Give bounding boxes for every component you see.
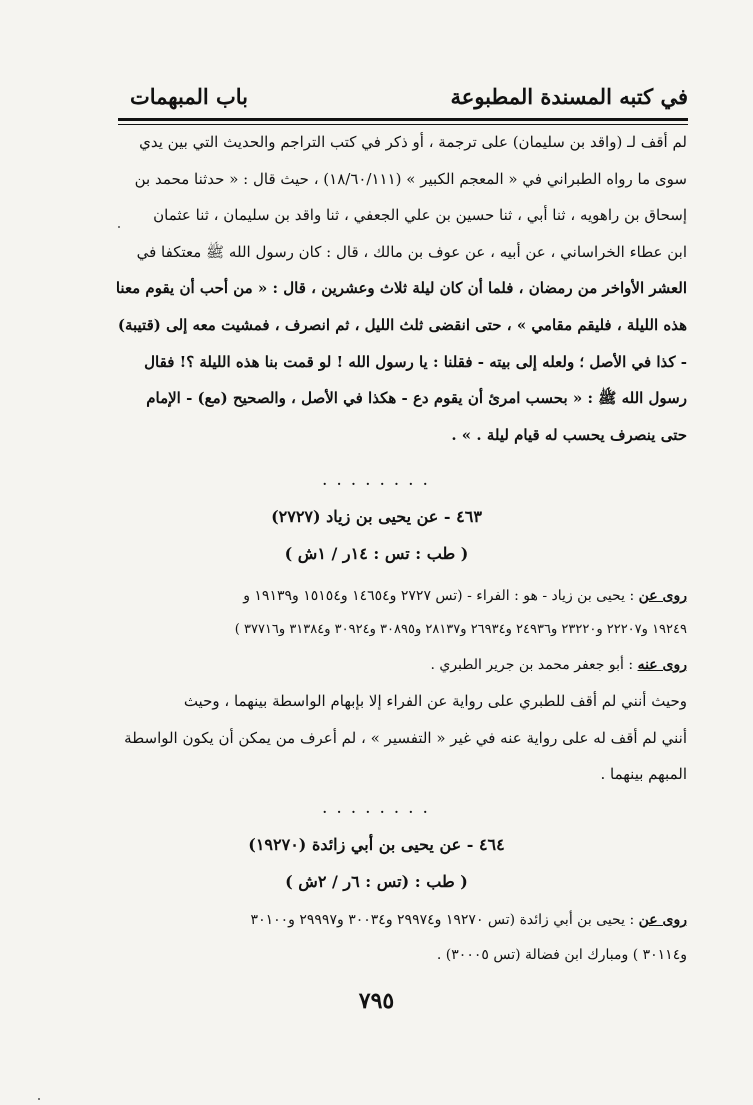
header-chapter-title: باب المبهمات: [130, 84, 249, 109]
entry-464-title: ٤٦٤ - عن يحيى بن أبي زائدة (١٩٢٧٠): [248, 835, 505, 854]
entry-464-narrated-from: [107, 912, 687, 928]
text-line: رسول الله ﷺ : « بحسب امرئ أن يقوم دع - هكذا في الأصل ، والصحيح (مع) - الإمام: [146, 389, 687, 408]
narrated-by-text: : أبو جعفر محمد بن جرير الطبري .: [430, 657, 634, 673]
entry-463-reference: ( طب : تس : ١٤ر / ١ش ): [284, 544, 469, 563]
entry-463-narrated-by: [107, 657, 687, 673]
text-line: سوى ما رواه الطبراني في « المعجم الكبير » (١٨/٦٠/١١١) ، حيث قال : « حدثنا محمد بن: [134, 169, 687, 188]
section-separator: . . . . . . . .: [322, 802, 431, 816]
narrated-from-label: روى عن: [638, 588, 687, 604]
section-separator: . . . . . . . .: [322, 474, 431, 488]
waqid-paragraph: [117, 124, 687, 453]
header-book-title: في كتبه المسندة المطبوعة: [450, 84, 688, 109]
text-line: العشر الأواخر من رمضان ، فلما أن كان ليلة ثلاث وعشرين ، قال : « من أحب أن يقوم معنا: [115, 279, 687, 298]
narrated-from-text: : يحيى بن أبي زائدة (تس ١٩٢٧٠ و٢٩٩٧٤ و٣٠٠٣٤ و٢٩٩٩٧ و٣٠١٠٠: [250, 912, 635, 928]
entry-464-narration-numbers: و٣٠١١٤ ) ومبارك ابن فضالة (تس ٣٠٠٠٥) .: [436, 947, 687, 963]
text-line: أنني لم أقف له على رواية عنه في غير « التفسير » ، لم أعرف من يمكن أن يكون الواسطة: [124, 728, 687, 747]
narrated-from-text: : يحيى بن زياد - هو : الفراء - (تس ٢٧٢٧ و١٤٦٥٤ و١٥١٥٤ و١٩١٣٩ و: [243, 588, 635, 604]
entry-463-title: ٤٦٣ - عن يحيى بن زياد (٢٧٢٧): [271, 507, 482, 526]
scan-speck: [38, 1098, 40, 1100]
entry-463-narrated-from: [107, 588, 687, 604]
entry-463-narration-numbers: ١٩٢٤٩ و٢٢٢٠٧ و٢٣٢٢٠ و٢٤٩٣٦ و٢٦٩٣٤ و٢٨١٣٧ و٣٠٨٩٥ و٣٠٩٢٤ و٣١٣٨٤ و٣٧٧١٦ ): [234, 622, 687, 637]
text-line: ابن عطاء الخراساني ، عن أبيه ، عن عوف بن مالك ، قال : كان رسول الله ﷺ معتكفا في: [136, 242, 687, 261]
narrated-by-label: روى عنه: [637, 657, 687, 673]
text-line: إسحاق بن راهويه ، ثنا أبي ، ثنا حسين بن علي الجعفي ، ثنا واقد بن سليمان ، ثنا عثمان: [153, 206, 687, 225]
running-header: [118, 84, 688, 114]
entry-464-reference: ( طب : (تس : ٦ر / ٢ش ): [285, 872, 468, 891]
header-rule-thick: [118, 118, 688, 121]
text-line: المبهم بينهما .: [600, 765, 687, 784]
narrated-from-label: روى عن: [638, 912, 687, 928]
text-line: - كذا في الأصل ؛ ولعله إلى بيته - فقلنا : يا رسول الله ! لو قمت بنا هذه الليلة ؟! فقال: [144, 352, 687, 371]
text-line: لم أقف لـ (واقد بن سليمان) على ترجمة ، أو ذكر في كتب التراجم والحديث التي بين يدي: [139, 133, 687, 151]
text-line: حتى ينصرف يحسب له قيام ليلة . » .: [451, 425, 687, 444]
text-line: هذه الليلة ، فليقم مقامي » ، حتى انقضى ثلث الليل ، ثم انصرف ، فمشيت معه إلى (قتيبة): [117, 315, 687, 334]
entry-463-commentary: [117, 683, 687, 793]
scan-speck: [118, 226, 120, 228]
text-line: وحيث أنني لم أقف للطبري على رواية عن الفراء إلا بإبهام الواسطة بينهما ، وحيث: [183, 692, 687, 710]
page-number: ٧٩٥: [358, 988, 395, 1014]
